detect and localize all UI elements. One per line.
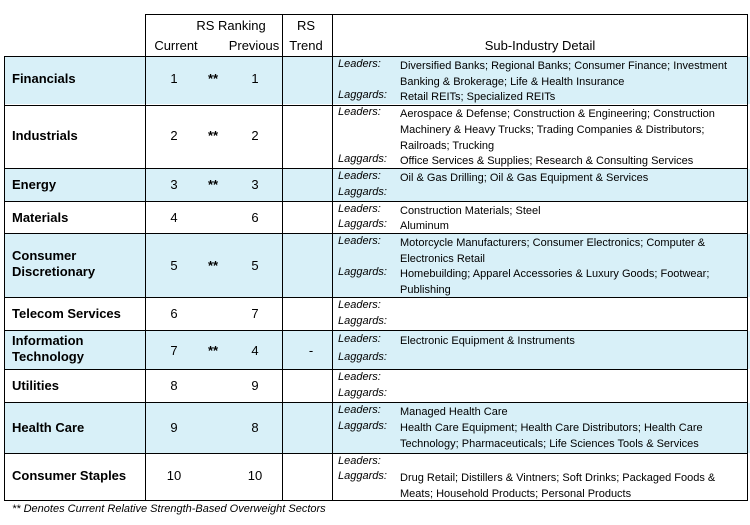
table-row	[4, 454, 750, 501]
leaders-detail: Construction Materials; Steel	[400, 205, 541, 217]
leaders-detail: Electronic Equipment & Instruments	[400, 335, 575, 347]
sector-name: Telecom Services	[12, 306, 121, 321]
sector-name: Information Technology	[12, 333, 84, 364]
rs-trend: -	[308, 343, 314, 358]
overweight-marker: **	[207, 177, 219, 192]
overweight-marker: **	[207, 258, 219, 273]
overweight-marker: **	[207, 343, 219, 358]
leaders-detail: Diversified Banks; Regional Banks; Consumer Finance; Investment Banking & Brokerage; Life & Health Insurance	[400, 60, 728, 88]
laggards-detail: Homebuilding; Apparel Accessories & Luxury Goods; Footwear; Publishing	[400, 268, 710, 296]
header-previous: Previous	[228, 38, 280, 53]
leaders-label: Leaders:	[338, 371, 381, 383]
laggards-detail: Health Care Equipment; Health Care Distributors; Health Care Technology; Pharmaceuticals; Life Sciences Tools & Services	[400, 422, 703, 450]
row-divider	[4, 330, 748, 331]
header-sub-industry-detail: Sub-Industry Detail	[484, 38, 596, 53]
table-row	[4, 57, 750, 104]
leaders-label: Leaders:	[338, 203, 381, 215]
previous-rank: 6	[251, 210, 259, 225]
previous-rank: 1	[251, 71, 259, 86]
leaders-label: Leaders:	[338, 333, 381, 345]
current-rank: 5	[170, 258, 178, 273]
leaders-label: Leaders:	[338, 455, 381, 467]
row-divider	[4, 369, 748, 370]
previous-rank: 9	[251, 378, 259, 393]
leaders-label: Leaders:	[338, 170, 381, 182]
current-rank: 2	[170, 128, 178, 143]
current-rank: 8	[170, 378, 178, 393]
previous-rank: 2	[251, 128, 259, 143]
leaders-label: Leaders:	[338, 404, 381, 416]
laggards-detail: Office Services & Supplies; Research & Consulting Services	[400, 155, 694, 167]
column-divider	[4, 57, 5, 501]
previous-rank: 7	[251, 306, 259, 321]
row-divider	[4, 56, 748, 57]
header-top-border	[145, 14, 748, 15]
leaders-label: Leaders:	[338, 106, 381, 118]
sector-name: Utilities	[12, 378, 59, 393]
table-row	[4, 298, 750, 330]
laggards-detail: Retail REITs; Specialized REITs	[400, 91, 556, 103]
header-trend: Trend	[289, 38, 323, 53]
current-rank: 10	[166, 468, 182, 483]
laggards-label: Laggards:	[338, 186, 387, 198]
table-row	[4, 331, 750, 369]
sector-name: Consumer Staples	[12, 468, 127, 483]
previous-rank: 10	[247, 468, 263, 483]
current-rank: 3	[170, 177, 178, 192]
sector-name: Health Care	[12, 420, 85, 435]
overweight-marker: **	[207, 71, 219, 86]
sector-name: Materials	[12, 210, 69, 225]
previous-rank: 3	[251, 177, 259, 192]
table-row	[4, 106, 750, 168]
sector-name: Energy	[12, 177, 57, 192]
column-divider	[282, 14, 283, 501]
table-row	[4, 370, 750, 402]
laggards-label: Laggards:	[338, 153, 387, 165]
current-rank: 4	[170, 210, 178, 225]
leaders-label: Leaders:	[338, 299, 381, 311]
row-divider	[4, 168, 748, 169]
sector-name: Consumer Discretionary	[12, 248, 96, 279]
laggards-label: Laggards:	[338, 266, 387, 278]
table-row	[4, 202, 750, 233]
column-divider	[332, 14, 333, 501]
leaders-label: Leaders:	[338, 58, 381, 70]
table-bottom-border	[4, 500, 748, 501]
laggards-label: Laggards:	[338, 470, 387, 482]
overweight-marker: **	[207, 128, 219, 143]
laggards-label: Laggards:	[338, 315, 387, 327]
row-divider	[4, 233, 748, 234]
table-row	[4, 234, 750, 297]
previous-rank: 4	[251, 343, 259, 358]
column-divider	[145, 14, 146, 501]
row-divider	[4, 105, 748, 106]
previous-rank: 8	[251, 420, 259, 435]
leaders-detail: Oil & Gas Drilling; Oil & Gas Equipment & Services	[400, 172, 649, 184]
sector-name: Industrials	[12, 128, 78, 143]
header-rs: RS	[296, 18, 316, 33]
current-rank: 7	[170, 343, 178, 358]
previous-rank: 5	[251, 258, 259, 273]
row-divider	[4, 453, 748, 454]
sector-name: Financials	[12, 71, 76, 86]
laggards-label: Laggards:	[338, 387, 387, 399]
leaders-detail: Aerospace & Defense; Construction & Engineering; Construction Machinery & Heavy Trucks; Trading Companies & Distributors; Railroads; Trucking	[400, 108, 715, 152]
laggards-label: Laggards:	[338, 351, 387, 363]
header-current: Current	[154, 38, 198, 53]
laggards-label: Laggards:	[338, 89, 387, 101]
current-rank: 9	[170, 420, 178, 435]
laggards-label: Laggards:	[338, 420, 387, 432]
column-divider	[747, 14, 748, 501]
header-rs-ranking: RS Ranking	[196, 18, 266, 33]
laggards-detail: Drug Retail; Distillers & Vintners; Soft Drinks; Packaged Foods & Meats; Household Products; Personal Products	[400, 472, 716, 500]
row-divider	[4, 402, 748, 403]
row-divider	[4, 201, 748, 202]
table-row	[4, 403, 750, 453]
leaders-label: Leaders:	[338, 235, 381, 247]
laggards-label: Laggards:	[338, 218, 387, 230]
table-row	[4, 169, 750, 201]
laggards-detail: Aluminum	[400, 220, 449, 232]
leaders-detail: Managed Health Care	[400, 406, 508, 418]
current-rank: 6	[170, 306, 178, 321]
leaders-detail: Motorcycle Manufacturers; Consumer Electronics; Computer & Electronics Retail	[400, 237, 706, 265]
footnote: ** Denotes Current Relative Strength-Based Overweight Sectors	[12, 503, 326, 515]
row-divider	[4, 297, 748, 298]
current-rank: 1	[170, 71, 178, 86]
